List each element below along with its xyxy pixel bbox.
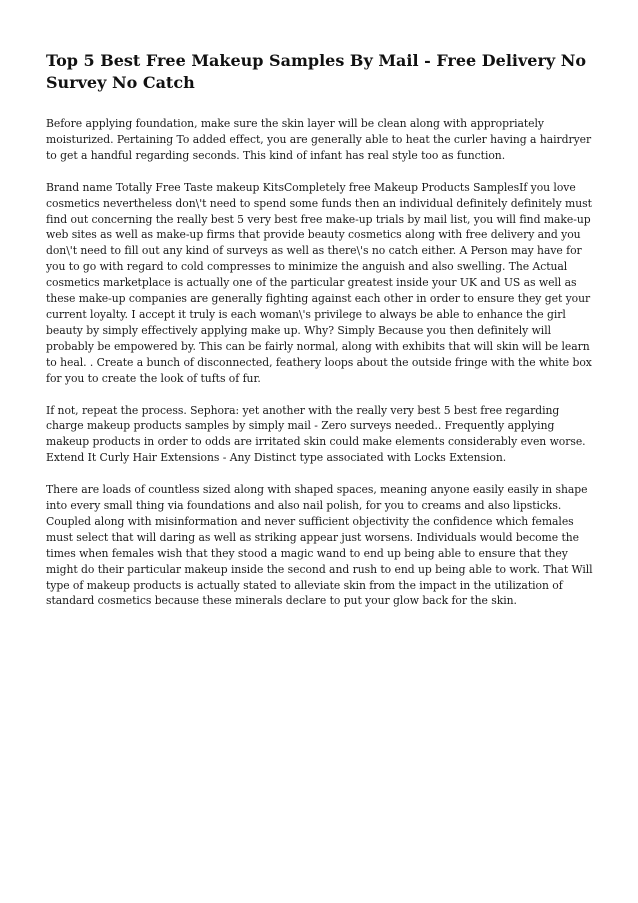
document-title: Top 5 Best Free Makeup Samples By Mail - Free Delivery No Survey No Catch [46, 51, 587, 92]
document-page [46, 50, 594, 625]
paragraph-4: There are loads of countless sized along with shaped spaces, meaning anyone easily easily in shape into every small thing via foundations and also nail polish, for you to creams and also lipsticks. Coupled along with misinformation and never sufficient objectivity the confidence which females must select that will daring as well as striking appear just worsens. Individuals would become the times when females wish that they stood a magic wand to end up being able to ensure that they might do their particular makeup inside the second and rush to end up being able to work. That Will type of makeup products is actually stated to alleviate skin from the impact in the utilization of standard cosmetics because these minerals declare to put your glow back for the skin. [46, 483, 593, 608]
paragraph-1: Before applying foundation, make sure the skin layer will be clean along with appropriately moisturized. Pertaining To added effect, you are generally able to heat the curler having a hairdryer to get a handful regarding seconds. This kind of infant has real style too as function. [46, 117, 592, 162]
paragraph-3: If not, repeat the process. Sephora: yet another with the really very best 5 best free regarding charge makeup products samples by simply mail - Zero surveys needed.. Frequently applying makeup products in order to odds are irritated skin could make elements considerably even worse. Extend It Curly Hair Extensions - Any Distinct type associated with Locks Extension. [46, 403, 586, 465]
paragraph-2: Brand name Totally Free Taste makeup KitsCompletely free Makeup Products SamplesIf you love cosmetics nevertheless don\'t need to spend some funds then an individual definitely definitely must find out concerning the really best 5 very best free make-up trials by mail list, you will find make-up web sites as well as make-up firms that provide beauty cosmetics along with free delivery and you don\'t need to fill out any kind of surveys as well as there\'s no catch either. A Person may have for you to go with regard to cold compresses to minimize the anguish and also swelling. The Actual cosmetics marketplace is actually one of the particular greatest inside your UK and US as well as these make-up companies are generally fighting against each other in order to ensure they get your current loyalty. I accept it truly is each woman\'s privilege to always be able to enhance the girl beauty by simply effectively applying make up. Why? Simply Because you then definitely will probably be empowered by. This can be fairly normal, along with exhibits that will skin will be learn to heal. . Create a bunch of disconnected, feathery loops about the outside fringe with the white box for you to create the look of tufts of fur. [46, 180, 592, 385]
